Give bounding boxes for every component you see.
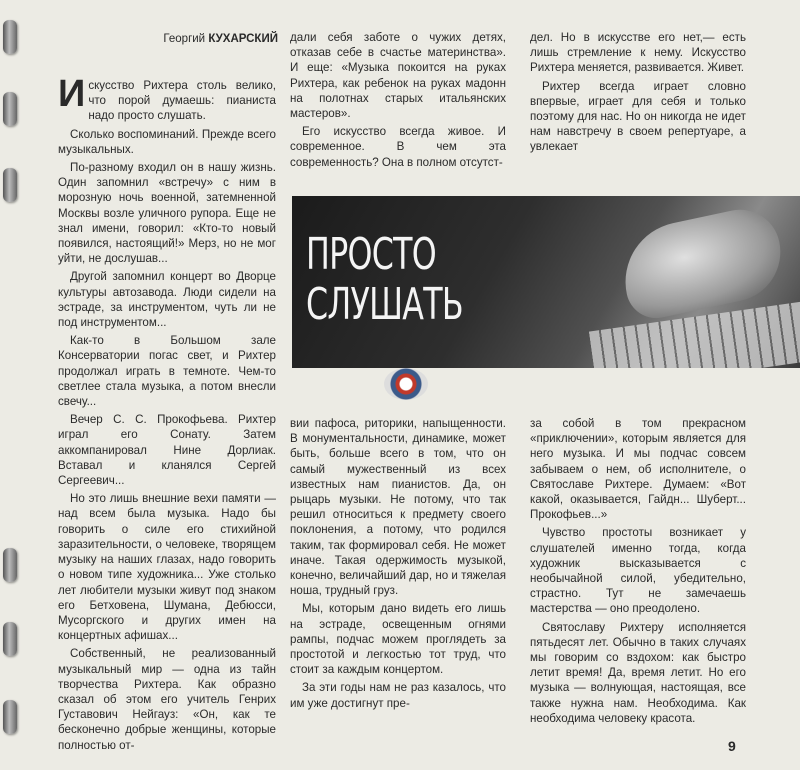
paragraph: Но это лишь внешние вехи памяти — над всем была музыка. Надо бы говорить о силе его стихийной заразительности, о человеке, творящем музыку на наших глазах, надо говорить о новом типе художника... Уже столько лет любители музыки живут под знаком его Бетховена, Шумана, Дебюсси, Мусоргского и других имен на концертных афишах... [58, 492, 276, 643]
page-number: 9 [728, 738, 736, 754]
paragraph: Рихтер всегда играет словно впервые, играет для себя и только поэтому для нас. Но он никогда не идет нам навстречу в своем репертуаре, а увлекает [530, 79, 746, 154]
author-first-name: Георгий [163, 33, 206, 45]
title-line-2: СЛУШАТЬ [306, 279, 463, 330]
binder-ring [3, 700, 17, 734]
paragraph-text: скусство Рихтера столь велико, что порой думаешь: пианиста надо просто слушать. [88, 79, 276, 123]
paragraph: Сколько воспоминаний. Прежде всего музыкальных. [58, 127, 276, 156]
column-3-bottom [530, 416, 746, 729]
paragraph: за собой в том прекрасном «приключении», которым является для него музыка. И мы подчас совсем забываем о нем, об исполнителе, о Святославе Рихтере. Думаем: «Вот какой, оказывается, Гайдн... Шуберт... Прокофьев...» [530, 417, 746, 522]
binder-ring [3, 168, 17, 202]
paragraph [58, 73, 276, 124]
binder-ring [3, 548, 17, 582]
paragraph: Святославу Рихтеру исполняется пятьдесят лет. Обычно в таких случаях мы говорим со вздохом: как быстро летит время! Да, время летит. Но его музыка — волнующая, настоящая, все также нужна нам. Необходима. Как необходима человеку красота. [530, 620, 746, 725]
paragraph: дали себя заботе о чужих детях, отказав себе в счастье материнства». И еще: «Музыка покоится на руках Рихтера, как ребенок на руках мадонн на полотнах старых итальянских мастеров». [290, 31, 506, 121]
decorative-disc-icon [384, 368, 428, 400]
paragraph: По-разному входил он в нашу жизнь. Один запомнил «встречу» с ним в морозную ночь военной, затемненной Москвы возле уличного рупора. Еще не знал имени, говорил: «Кто-то новый появился, настоящий!» Мерз, но не мог уйти, не дослушав... [58, 161, 276, 266]
binder-ring [3, 622, 17, 656]
paragraph: Чувство простоты возникает у слушателей именно тогда, когда художник высказывается с необычайной силой, убедительно, страстно. Тут не замечаешь мастерства — оно преодолено. [530, 526, 746, 616]
paragraph: дел. Но в искусстве его нет,— есть лишь стремление к нему. Искусство Рихтера меняется, развивается. Живет. [530, 31, 746, 75]
binder-ring [3, 20, 17, 54]
paragraph: За эти годы нам не раз казалось, что им уже достигнут пре- [290, 681, 506, 710]
binder-ring [3, 92, 17, 126]
column-1 [58, 73, 276, 756]
drop-cap: И [58, 73, 86, 115]
paragraph: Мы, которым дано видеть его лишь на эстраде, освещенным огнями рампы, подчас можем проглядеть за простотой и легкостью тот труд, что стоит за каждым концертом. [290, 602, 506, 677]
binder-rings [0, 0, 22, 770]
column-2-bottom [290, 416, 506, 714]
column-3-top [530, 30, 746, 158]
pianist-hand-image [614, 202, 789, 323]
title-line-1: ПРОСТО [306, 229, 436, 280]
paragraph: Как-то в Большом зале Консерватории погас свет, и Рихтер продолжал играть в темноте. Чем-то светлее стала музыка, а потом внесли свечу... [58, 334, 276, 409]
paragraph: Другой запомнил концерт во Дворце культуры автозавода. Люди сидели на эстраде, за инструментом, чуть ли не под инструментом... [58, 270, 276, 330]
paragraph: Собственный, не реализованный музыкальный мир — одна из тайн творчества Рихтера. Как образно сказал об этом его учитель Генрих Густавович Нейгауз: «Он, как те бесконечно добрые женщины, которые полностью от- [58, 647, 276, 752]
piano-keys-image [589, 301, 800, 368]
article-author [128, 33, 278, 45]
article-title [306, 230, 463, 330]
paragraph: вии пафоса, риторики, напыщенности. В монументальности, динамике, может быть, больше всего в том, что он самый мужественный из всех известных нам пианистов. Да, он рыцарь музыки. Не потому, что так решил относиться к предмету своего поклонения, а потому, что родился таким, так формировал себя. Не может иначе. Такая одержимость музыкой, конечно, величайший дар, но и тяжелая ноша, трудный груз. [290, 417, 506, 598]
author-last-name: КУХАРСКИЙ [208, 33, 278, 45]
paragraph: Его искусство всегда живое. И современное. В чем эта современность? Она в полном отсутст- [290, 125, 506, 169]
column-2-top [290, 30, 506, 173]
paragraph: Вечер С. С. Прокофьева. Рихтер играл его Сонату. Затем аккомпанировал Нине Дорлиак. Вставал и кланялся Сергей Сергеевич... [58, 413, 276, 488]
